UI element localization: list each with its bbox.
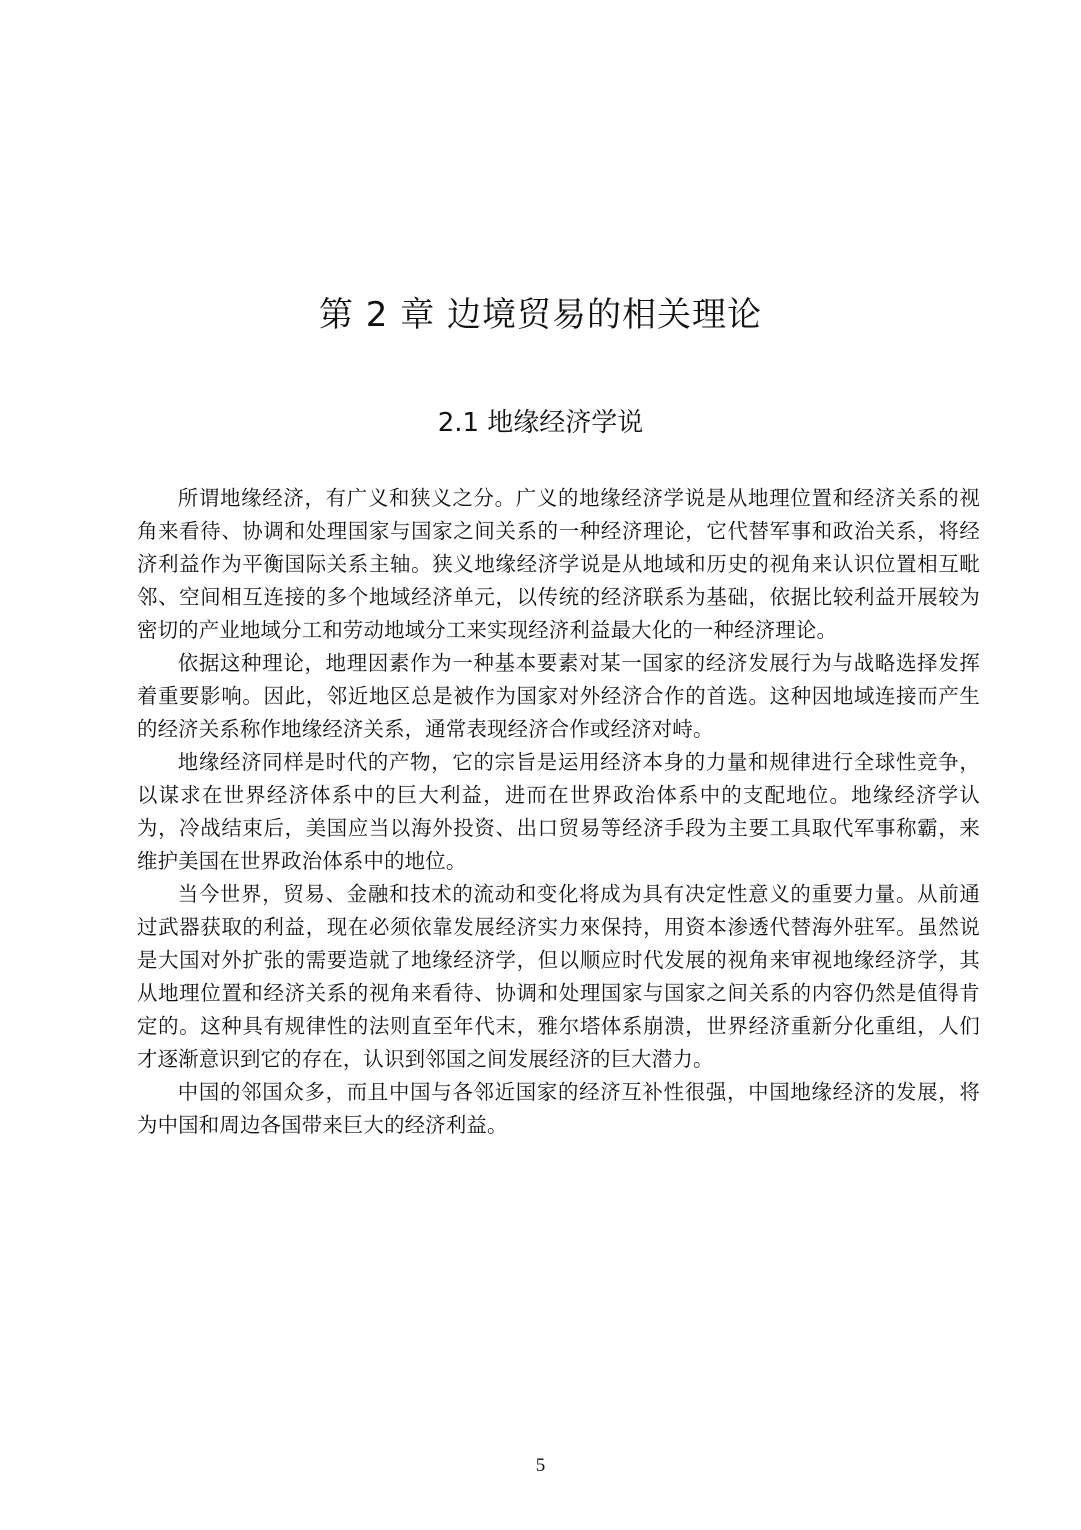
body-text <box>137 482 980 1142</box>
chapter-title: 第 2 章 边境贸易的相关理论 <box>318 295 763 335</box>
paragraph: 地缘经济同样是时代的产物，它的宗旨是运用经济本身的力量和规律进行全球性竞争，以谋求在世界经济体系中的巨大利益，进而在世界政治体系中的支配地位。地缘经济学认为，冷战结束后，美国应当以海外投资、出口贸易等经济手段为主要工具取代军事称霸，来维护美国在世界政治体系中的地位。 <box>137 750 980 873</box>
paragraph: 所谓地缘经济，有广义和狭义之分。广义的地缘经济学说是从地理位置和经济关系的视角来看待、协调和处理国家与国家之间关系的一种经济理论，它代替军事和政治关系，将经济利益作为平衡国际关系主轴。狭义地缘经济学说是从地域和历史的视角来认识位置相互毗邻、空间相互连接的多个地域经济单元，以传统的经济联系为基础，依据比较利益开展较为密切的产业地域分工和劳动地域分工来实现经济利益最大化的一种经济理论。 <box>137 486 980 642</box>
page-number: 5 <box>535 1455 546 1476</box>
paragraph: 当今世界，贸易、金融和技术的流动和变化将成为具有决定性意义的重要力量。从前通过武器获取的利益，现在必须依靠发展经济实力來保持，用资本渗透代替海外驻军。虽然说是大国对外扩张的需要造就了地缘经济学，但以顺应时代发展的视角来审视地缘经济学，其从地理位置和经济关系的视角来看待、协调和处理国家与国家之间关系的内容仍然是值得肯定的。这种具有规律性的法则直至年代末，雅尔塔体系崩溃，世界经济重新分化重组，人们才逐渐意识到它的存在，认识到邻国之间发展经济的巨大潜力。 <box>137 882 980 1071</box>
paragraph: 中国的邻国众多，而且中国与各邻近国家的经济互补性很强，中国地缘经济的发展，将为中国和周边各国带来巨大的经济利益。 <box>137 1080 980 1137</box>
paragraph: 依据这种理论，地理因素作为一种基本要素对某一国家的经济发展行为与战略选择发挥着重要影响。因此，邻近地区总是被作为国家对外经济合作的首选。这种因地域连接而产生的经济关系称作地缘经济关系，通常表现经济合作或经济对峙。 <box>137 651 980 741</box>
section-title: 2.1 地缘经济学说 <box>437 408 644 438</box>
